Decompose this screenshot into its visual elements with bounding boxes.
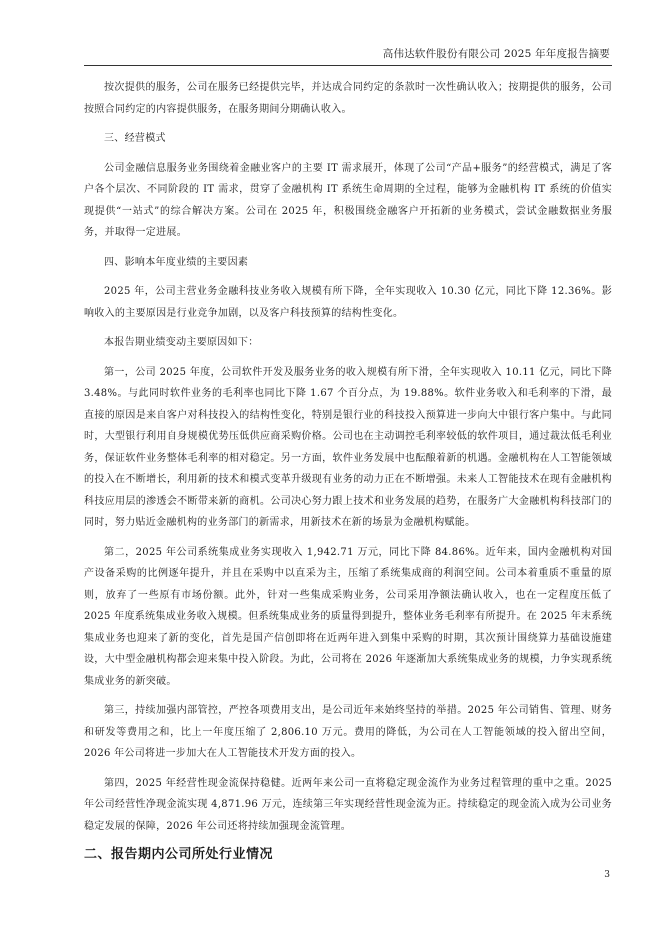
- document-body: [84, 77, 612, 866]
- section-heading-performance-factors: 四、影响本年度业绩的主要因素: [104, 256, 249, 268]
- paragraph-reason-third: 第三，持续加强内部管控，严控各项费用支出，是公司近年来始终坚持的举措。2025 年公司销售、管理、财务和研发等费用之和，比上一年度压缩了 2,806.10 万元。费用的降低，为公司在人工智能领域的投入留出空间，2026 年公司将进一步加大在人工智能技术开发方面的投入。: [84, 705, 612, 759]
- section-heading-industry: 二、报告期内公司所处行业情况: [84, 847, 274, 862]
- paragraph-revenue-overview: 2025 年，公司主营业务金融科技业务收入规模有所下降，全年实现收入 10.30 亿元，同比下降 12.36%。影响收入的主要原因是行业竞争加剧，以及客户科技预算的结构性变化。: [84, 286, 612, 319]
- header-divider: [84, 65, 612, 66]
- paragraph-business-model: 公司金融信息服务业务围绕着金融业客户的主要 IT 需求展开，体现了公司“产品+服务”的经营模式，满足了客户各个层次、不同阶段的 IT 需求，贯穿了金融机构 IT 系统生命周期的全过程，能够为金融机构 IT 系统的价值实现提供“一站式”的综合解决方案。公司在 2025 年，积极围绕金融客户开拓新的业务模式，尝试金融数据业务服务，并取得一定进展。: [84, 162, 612, 238]
- paragraph-reason-first: 第一，公司 2025 年度，公司软件开发及服务业务的收入规模有所下滑，全年实现收入 10.11 亿元，同比下降 3.48%。与此同时软件业务的毛利率也同比下降 1.67 个百分点，为 19.88%。软件业务收入和毛利率的下滑，最直接的原因是来自客户对科技投入的结构性变化，特别是银行业的科技投入预算进一步向大中银行客户集中。与此同时，大型银行利用自身规模优势压低供应商采购价格。公司也在主动调控毛利率较低的软件项目，通过裁汰低毛利业务，保证软件业务整体毛利率的相对稳定。另一方面，软件业务发展中也酝酿着新的机遇。金融机构在人工智能领域的投入在不断增长，利用新的技术和模式变革升级现有业务的动力正在不断增强。未来人工智能技术在现有金融机构科技应用层的渗透会不断带来新的商机。公司决心努力跟上技术和业务发展的趋势，在服务广大金融机构科技部门的同时，努力贴近金融机构的业务部门的新需求，用新技术在新的场景为金融机构赋能。: [84, 366, 612, 528]
- paragraph-reason-second: 第二，2025 年公司系统集成业务实现收入 1,942.71 万元，同比下降 84.86%。近年来，国内金融机构对国产设备采购的比例逐年提升，并且在采购中以直采为主，压缩了系统集成商的利润空间。公司本着重质不重量的原则，放弃了一些原有市场份额。此外，针对一些集成采购业务，公司采用净额法确认收入，也在一定程度压低了 2025 年度系统集成业务收入规模。但系统集成业务的质量得到提升，整体业务毛利率有所提升。在 2025 年末系统集成业务也迎来了新的变化，首先是国产信创即将在近两年进入到集中采购的时期，其次预计围绕算力基础设施建设，大中型金融机构都会迎来集中投入阶段。为此，公司将在 2026 年逐渐加大系统集成业务的规模，力争实现系统集成业务的新突破。: [84, 546, 613, 687]
- paragraph-reason-fourth: 第四，2025 年经营性现金流保持稳健。近两年来公司一直将稳定现金流作为业务过程管理的重中之重。2025 年公司经营性净现金流实现 4,871.96 万元，连续第三年实现经营性现金流为正。持续稳定的现金流入成为公司业务稳定发展的保障，2026 年公司还将持续加强现金流管理。: [84, 777, 612, 832]
- header-title: 高伟达软件股份有限公司 2025 年年度报告摘要: [382, 48, 610, 60]
- page-number: 3: [604, 870, 610, 880]
- paragraph-service-recognition: 按次提供的服务，公司在服务已经提供完毕，并达成合同约定的条款时一次性确认收入；按期提供的服务，公司按照合同约定的内容提供服务，在服务期间分期确认收入。: [84, 82, 612, 115]
- section-heading-business-model: 三、经营模式: [104, 133, 166, 144]
- paragraph-reasons-intro: 本报告期业绩变动主要原因如下：: [104, 337, 259, 348]
